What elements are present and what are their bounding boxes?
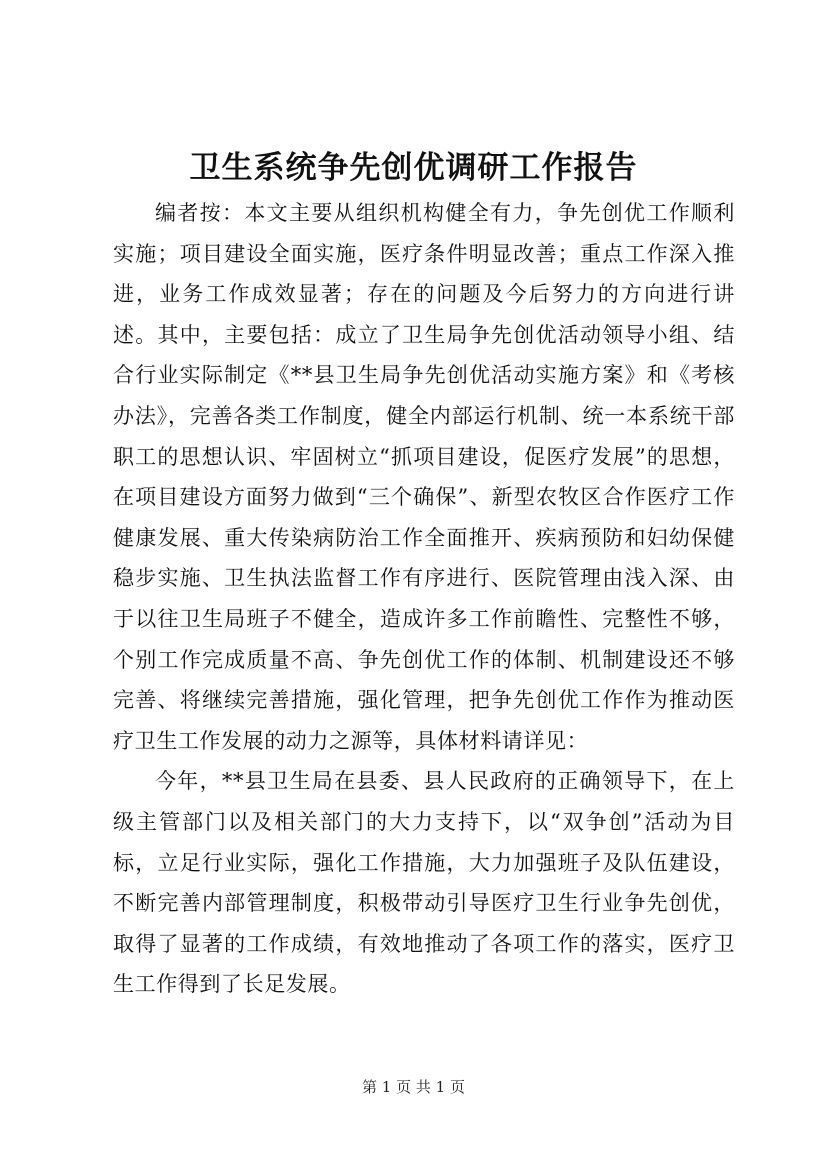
- document-title: 卫生系统争先创优调研工作报告: [189, 150, 638, 186]
- body-paragraph: 今年，**县卫生局在县委、县人民政府的正确领导下，在上级主管部门以及相关部门的大力支持下，以“双争创”活动为目标，立足行业实际，强化工作措施，大力加强班子及队伍建设，不断完善内部管理制度，积极带动引导医疗卫生行业争先创优，取得了显著的工作成绩，有效地推动了各项工作的落实，医疗卫生工作得到了长足发展。: [113, 769, 735, 997]
- editor-note-paragraph: 编者按：本文主要从组织机构健全有力，争先创优工作顺利实施；项目建设全面实施，医疗条件明显改善；重点工作深入推进，业务工作成效显著；存在的问题及今后努力的方向进行讲述。其中，主要包括：成立了卫生局争先创优活动领导小组、结合行业实际制定《**县卫生局争先创优活动实施方案》和《考核办法》，完善各类工作制度，健全内部运行机制、统一本系统干部职工的思想认识、牢固树立“抓项目建设，促医疗发展”的思想，在项目建设方面努力做到“三个确保”、新型农牧区合作医疗工作健康发展、重大传染病防治工作全面推开、疾病预防和妇幼保健稳步实施、卫生执法监督工作有序进行、医院管理由浅入深、由于以往卫生局班子不健全，造成许多工作前瞻性、完整性不够，个别工作完成质量不高、争先创优工作的体制、机制建设还不够完善、将继续完善措施，强化管理，把争先创优工作作为推动医疗卫生工作发展的动力之源等，具体材料请详见：: [113, 201, 735, 753]
- document-body: [113, 193, 735, 1005]
- page-number-footer: 第 1 页 共 1 页: [362, 1078, 465, 1096]
